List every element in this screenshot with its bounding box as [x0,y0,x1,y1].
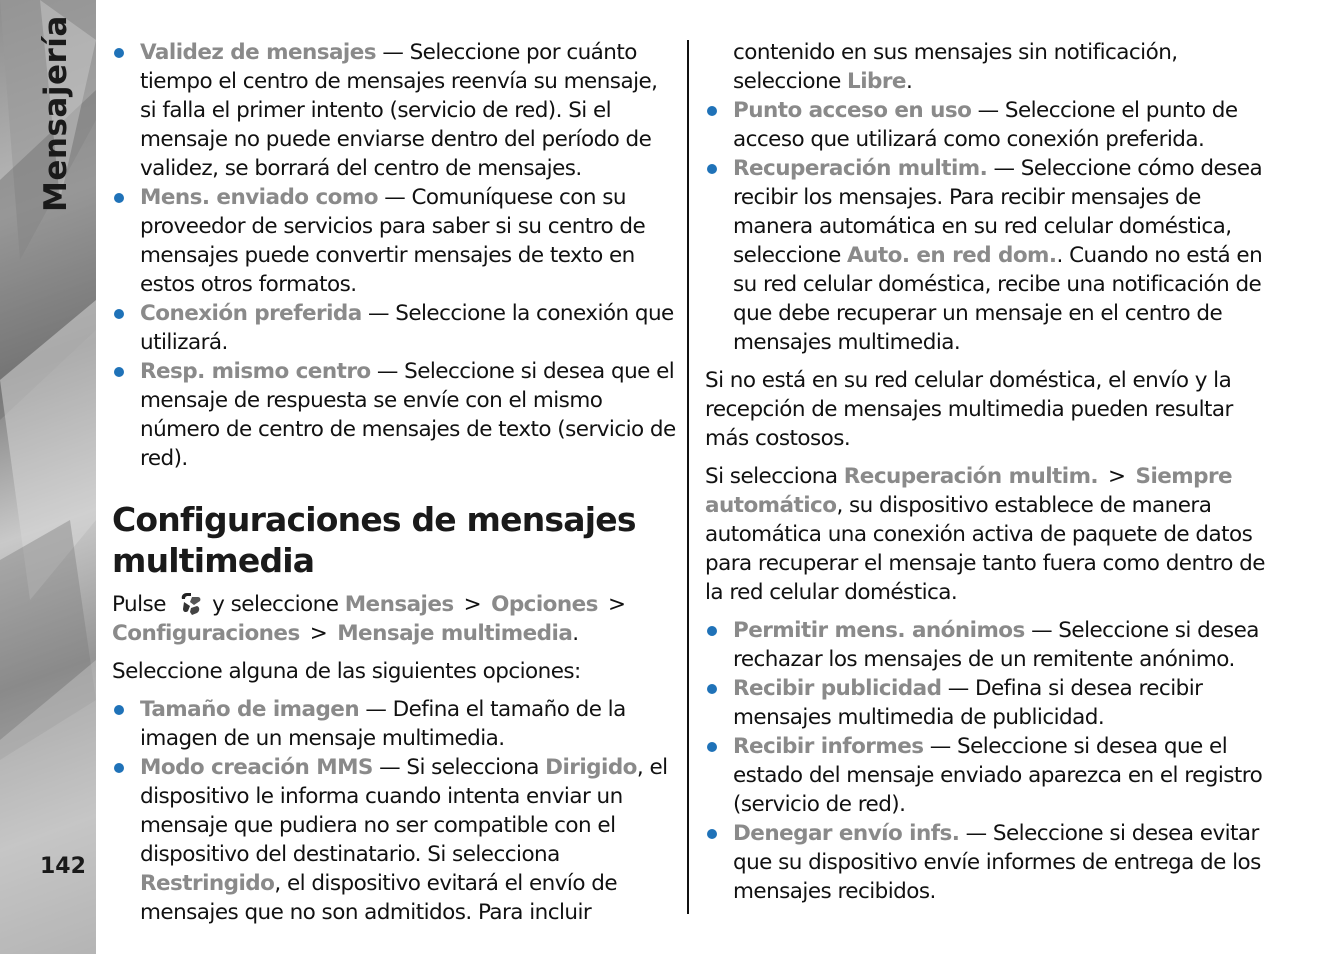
option-value: Libre [847,69,906,94]
option-description: — Defina si desea recibir mensajes multimedia de publicidad. [733,676,1203,730]
option-term: Mens. enviado como [140,185,378,210]
column-divider [687,40,689,914]
option-term: Denegar envío infs. [733,821,960,846]
options-intro: Seleccione alguna de las siguientes opciones: [112,659,581,684]
option-description: , el dispositivo le informa cuando intenta enviar un mensaje que pudiera no ser compatible con el dispositivo del destinatario. Si selecciona [140,755,668,867]
section-sidebar [0,0,96,954]
option-description: — Seleccione el punto de acceso que utilizará como conexión preferida. [733,98,1238,152]
option-description: , el dispositivo evitará el envío de mensajes que no son admitidos. Para incluir [140,871,618,925]
option-value: Recuperación multim. [843,464,1099,489]
continued-item [705,38,1280,96]
option-value: Restringido [140,871,275,896]
path-separator: > [463,592,482,617]
list-item [705,616,1280,674]
paragraph-text: Si selecciona [705,464,844,489]
path-step-opciones: Opciones [491,592,598,617]
list-item [705,732,1280,819]
option-description: — Seleccione si desea rechazar los mensajes de un remitente anónimo. [733,618,1259,672]
settings-list-3 [705,96,1280,357]
option-value: Dirigido [545,755,637,780]
list-item [112,38,678,183]
list-item [112,299,678,357]
path-end: . [572,621,579,646]
path-separator: > [309,621,328,646]
option-description: — Comuníquese con su proveedor de servicios para saber si su centro de mensajes puede convertir mensajes de texto en estos otros formatos. [140,185,646,297]
path-pulse-text: Pulse [112,592,166,617]
path-text: y seleccione [212,592,339,617]
option-description: contenido en sus mensajes sin notificación, seleccione [733,40,1178,94]
list-item [705,819,1280,906]
option-term: Conexión preferida [140,301,362,326]
option-description: . Cuando no está en su red celular doméstica, recibe una notificación de que debe recuperar un mensaje en el centro de mensajes multimedia. [733,243,1263,355]
option-description: — Seleccione cómo desea recibir los mensajes. Para recibir mensajes de manera automática en su red celular doméstica, seleccione [733,156,1263,268]
list-item [112,183,678,299]
section-title-vertical: Mensajería [38,15,74,212]
right-column [705,38,1280,906]
list-item [705,154,1280,357]
list-item [112,753,678,927]
left-column [112,38,678,927]
path-separator: > [1108,464,1126,489]
option-term: Resp. mismo centro [140,359,371,384]
list-item [705,674,1280,732]
menu-path [112,589,678,648]
list-item [705,96,1280,154]
paragraph-roaming: Si no está en su red celular doméstica, el envío y la recepción de mensajes multimedia pueden resultar más costosos. [705,368,1233,451]
option-term: Recuperación multim. [733,156,988,181]
menu-key-icon [178,589,204,619]
option-description: — Defina el tamaño de la imagen de un mensaje multimedia. [140,697,626,751]
path-step-configuraciones: Configuraciones [112,621,300,646]
path-step-mensaje-multimedia: Mensaje multimedia [337,621,573,646]
option-term: Validez de mensajes [140,40,377,65]
option-term: Punto acceso en uso [733,98,972,123]
option-term: Permitir mens. anónimos [733,618,1025,643]
option-description: — Seleccione si desea evitar que su dispositivo envíe informes de entrega de los mensajes recibidos. [733,821,1261,904]
option-description: — Seleccione la conexión que utilizará. [140,301,674,355]
paragraph-text: , su dispositivo establece de manera automática una conexión activa de paquete de datos para recuperar el mensaje tanto fuera como dentro de la red celular doméstica. [705,493,1265,605]
section-heading: Configuraciones de mensajes multimedia [112,500,636,580]
option-term: Modo creación MMS [140,755,373,780]
option-term: Tamaño de imagen [140,697,360,722]
settings-list-1 [112,38,678,473]
path-step-mensajes: Mensajes [344,592,454,617]
path-separator: > [607,592,626,617]
option-term: Recibir informes [733,734,924,759]
list-item [112,695,678,753]
list-item [112,357,678,473]
option-description: . [905,69,913,94]
paragraph-auto-retrieval [705,462,1280,607]
settings-list-4 [705,616,1280,906]
option-description: — Seleccione por cuánto tiempo el centro de mensajes reenvía su mensaje, si falla el primer intento (servicio de red). Si el mensaje no puede enviarse dentro del período de validez, se borrará del centro de mensajes. [140,40,658,181]
option-description: — Si selecciona [372,755,546,780]
option-description: — Seleccione si desea que el estado del mensaje enviado aparezca en el registro (servicio de red). [733,734,1263,817]
option-term: Recibir publicidad [733,676,942,701]
page-number: 142 [40,854,86,879]
option-value: Auto. en red dom. [847,243,1057,268]
settings-list-2 [112,695,678,927]
option-value: Siempre automático [705,464,1233,518]
option-description: — Seleccione si desea que el mensaje de respuesta se envíe con el mismo número de centro de mensajes de texto (servicio de red). [140,359,676,471]
